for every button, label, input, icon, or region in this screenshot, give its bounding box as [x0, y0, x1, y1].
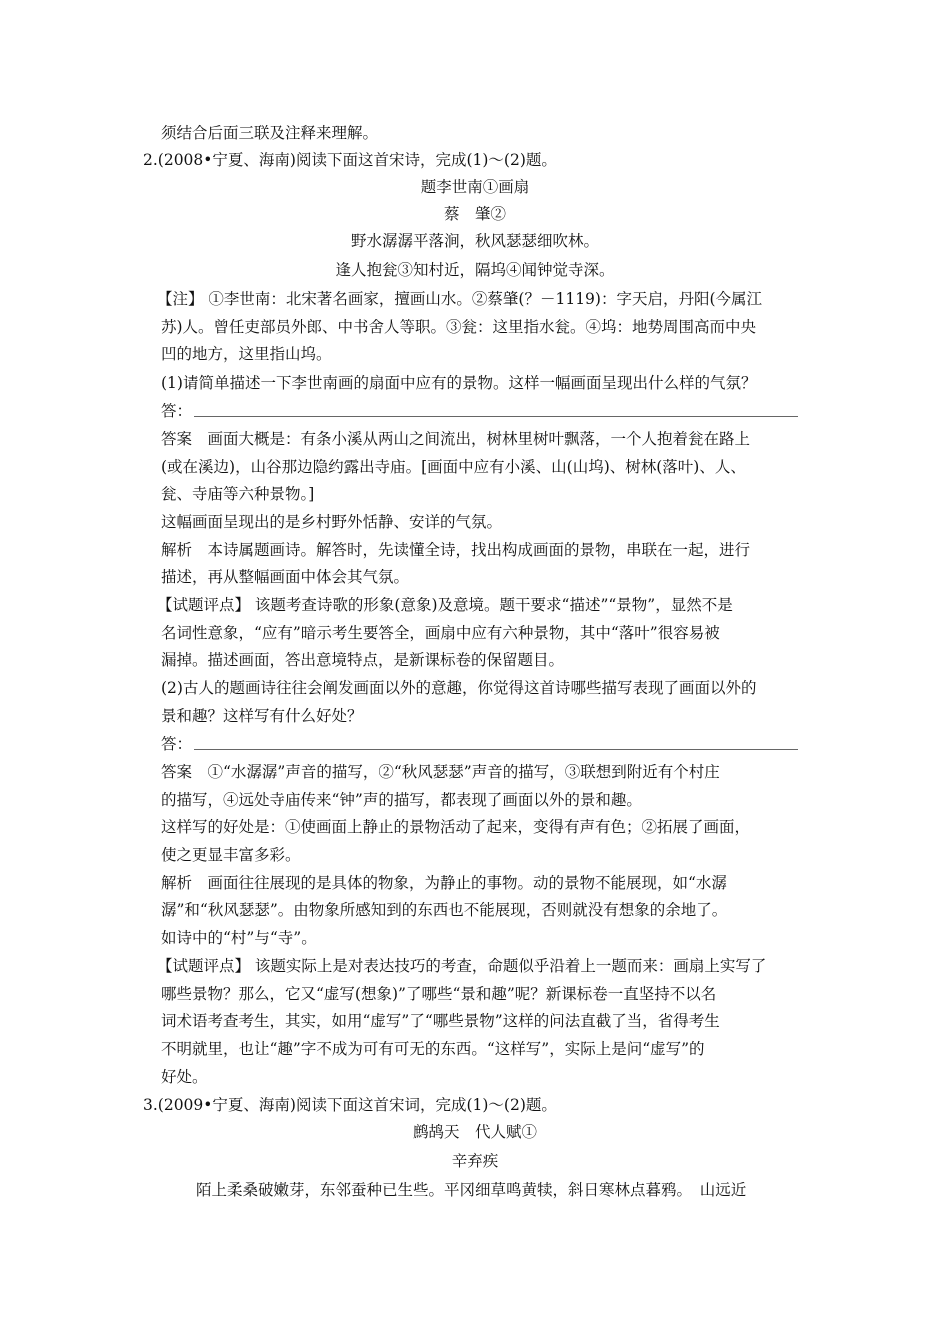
answer-blank-line — [194, 749, 798, 750]
comment-line: 不明就里，也让“趣”字不成为可有可无的东西。“这样写”，实际上是问“虚写”的 — [161, 1040, 705, 1058]
poem-line-1: 野水潺潺平落涧，秋风瑟瑟细吹林。 — [350, 232, 599, 250]
answer-line: (或在溪边)，山谷那边隐约露出寺庙。[画面中应有小溪、山(山坞)、树林(落叶)、人、 — [161, 458, 746, 476]
ci-line-1: 陌上柔桑破嫩芽，东邻蚕种已生些。平冈细草鸣黄犊，斜日寒林点暮鸦。 山远近 — [196, 1181, 747, 1199]
analysis-line: 解析 画面往往展现的是具体的物象，为静止的事物。动的景物不能展现，如“水潺 — [161, 874, 727, 892]
comment-line: 词术语考查考生，其实，如用“虚写”了“哪些景物”这样的问法直截了当，省得考生 — [161, 1012, 720, 1030]
question-2-heading: 2.(2008•宁夏、海南)阅读下面这首宋诗，完成(1)～(2)题。 — [143, 151, 557, 169]
comment-line: 漏掉。描述画面，答出意境特点，是新课标卷的保留题目。 — [161, 651, 565, 669]
question-2-2: 景和趣？这样写有什么好处？ — [161, 707, 363, 725]
ci-title: 鹧鸪天 代人赋① — [412, 1123, 537, 1141]
comment-line: 名词性意象，“应有”暗示考生要答全，画扇中应有六种景物，其中“落叶”很容易被 — [161, 624, 720, 642]
answer-blank-line — [194, 416, 798, 417]
analysis-line: 描述，再从整幅画面中体会其气氛。 — [161, 568, 410, 586]
note-line: 凹的地方，这里指山坞。 — [161, 345, 332, 363]
text-line: 须结合后面三联及注释来理解。 — [161, 124, 379, 142]
poem-line-2: 逢人抱瓮③知村近，隔坞④闻钟觉寺深。 — [335, 261, 615, 279]
comment-line: 【试题评点】 该题考查诗歌的形象(意象)及意境。题干要求“描述”“景物”，显然不是 — [157, 596, 733, 614]
note-line: 苏)人。曾任吏部员外郎、中书舍人等职。③瓮：这里指水瓮。④坞：地势周围高而中央 — [161, 318, 757, 336]
comment-line: 【试题评点】 该题实际上是对表达技巧的考查，命题似乎沿着上一题而来：画扇上实写了 — [157, 957, 767, 975]
answer-line: 瓮、寺庙等六种景物。] — [161, 485, 315, 503]
analysis-line: 潺”和“秋风瑟瑟”。由物象所感知到的东西也不能展现，否则就没有想象的余地了。 — [161, 901, 728, 919]
question-2-1: (1)请简单描述一下李世南画的扇面中应有的景物。这样一幅画面呈现出什么样的气氛？ — [161, 374, 757, 392]
answer-line: 这幅画面呈现出的是乡村野外恬静、安详的气氛。 — [161, 513, 503, 531]
answer-line: 答案 画面大概是：有条小溪从两山之间流出，树林里树叶飘落，一个人抱着瓮在路上 — [161, 430, 751, 448]
poem-author: 蔡 肇② — [443, 205, 506, 223]
analysis-line: 解析 本诗属题画诗。解答时，先读懂全诗，找出构成画面的景物，串联在一起，进行 — [161, 541, 751, 559]
answer-line: 这样写的好处是：①使画面上静止的景物活动了起来，变得有声有色；②拓展了画面， — [161, 818, 751, 836]
answer-line: 使之更显丰富多彩。 — [161, 846, 301, 864]
answer-line: 的描写，④远处寺庙传来“钟”声的描写，都表现了画面以外的景和趣。 — [161, 791, 642, 809]
note-line: 【注】 ①李世南：北宋著名画家，擅画山水。②蔡肇(？－1119)：字天启，丹阳(今属江 — [157, 290, 763, 308]
question-2-2: (2)古人的题画诗往往会阐发画面以外的意趣，你觉得这首诗哪些描写表现了画面以外的 — [161, 679, 757, 697]
comment-line: 哪些景物？那么，它又“虚写(想象)”了哪些“景和趣”呢？新课标卷一直坚持不以名 — [161, 985, 717, 1003]
poem-title: 题李世南①画扇 — [420, 178, 530, 196]
question-3-heading: 3.(2009•宁夏、海南)阅读下面这首宋词，完成(1)～(2)题。 — [143, 1096, 557, 1114]
comment-line: 好处。 — [161, 1068, 208, 1086]
answer-label: 答： — [161, 735, 193, 753]
analysis-line: 如诗中的“村”与“寺”。 — [161, 929, 317, 947]
answer-line: 答案 ①“水潺潺”声音的描写，②“秋风瑟瑟”声音的描写，③联想到附近有个村庄 — [161, 763, 720, 781]
answer-label: 答： — [161, 402, 193, 420]
ci-author: 辛弃疾 — [451, 1152, 499, 1170]
